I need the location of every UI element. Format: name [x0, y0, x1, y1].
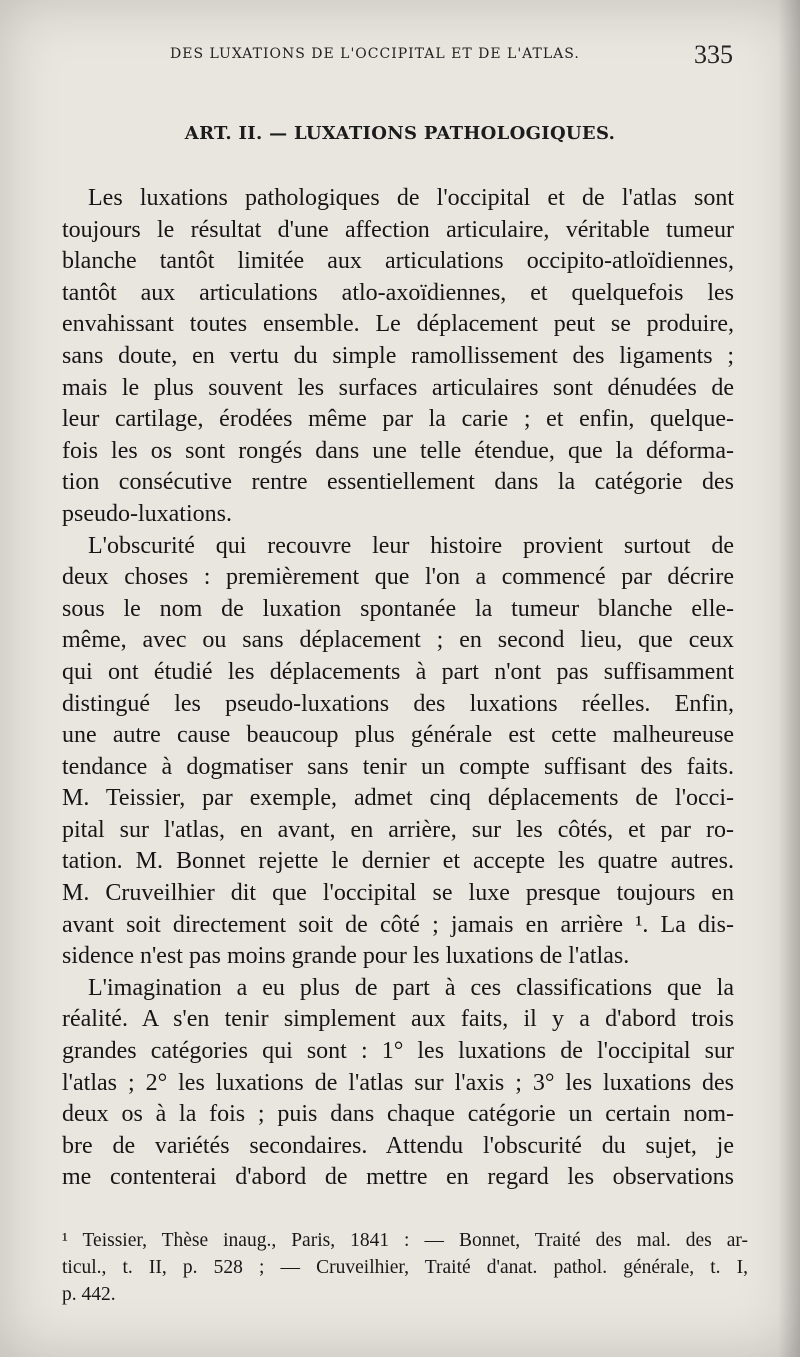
text-line: sidence n'est pas moins grande pour les luxations de l'atlas. [62, 943, 630, 970]
text-line: me contenterai d'abord de mettre en regard les observations [62, 1164, 734, 1191]
text-line: bre de variétés secondaires. Attendu l'obscurité du sujet, je [62, 1132, 734, 1159]
text-line: L'imagination a eu plus de part à ces classifications que la [88, 974, 734, 1001]
paragraph [62, 531, 734, 973]
text-line: distingué les pseudo-luxations des luxations réelles. Enfin, [62, 690, 734, 717]
text-line: pital sur l'atlas, en avant, en arrière, sur les côtés, et par ro- [62, 816, 734, 843]
footnote-line: ¹ Teissier, Thèse inaug., Paris, 1841 : — Bonnet, Traité des mal. des ar- [62, 1230, 748, 1251]
text-line: tantôt aux articulations atlo-axoïdiennes, et quelquefois les [62, 279, 734, 306]
body-text [62, 183, 734, 1194]
running-head: DES LUXATIONS DE L'OCCIPITAL ET DE L'ATLAS. [170, 46, 580, 62]
text-line: avant soit directement soit de côté ; jamais en arrière ¹. La dis- [62, 911, 734, 938]
text-line: tendance à dogmatiser sans tenir un compte suffisant des faits. [62, 753, 734, 780]
text-line: réalité. A s'en tenir simplement aux faits, il y a d'abord trois [62, 1006, 734, 1033]
text-line: mais le plus souvent les surfaces articulaires sont dénudées de [62, 374, 734, 401]
text-line: blanche tantôt limitée aux articulations occipito-atloïdiennes, [62, 248, 734, 275]
text-line: grandes catégories qui sont : 1° les luxations de l'occipital sur [62, 1038, 734, 1065]
footnote-line: p. 442. [62, 1284, 116, 1305]
text-line: deux choses : premièrement que l'on a commencé par décrire [62, 564, 734, 591]
text-line: l'atlas ; 2° les luxations de l'atlas sur l'axis ; 3° les luxations des [62, 1069, 734, 1096]
text-line: leur cartilage, érodées même par la carie ; et enfin, quelque- [62, 406, 734, 433]
text-line: deux os à la fois ; puis dans chaque catégorie un certain nom- [62, 1101, 734, 1128]
text-line: fois les os sont rongés dans une telle étendue, que la déforma- [62, 437, 734, 464]
text-line: tation. M. Bonnet rejette le dernier et accepte les quatre autres. [62, 848, 734, 875]
text-line: sans doute, en vertu du simple ramollissement des ligaments ; [62, 342, 734, 369]
text-line: tion consécutive rentre essentiellement dans la catégorie des [62, 469, 734, 496]
text-line: qui ont étudié les déplacements à part n'ont pas suffisamment [62, 658, 734, 685]
text-line: pseudo-luxations. [62, 500, 232, 527]
text-line: L'obscurité qui recouvre leur histoire provient surtout de [88, 532, 734, 559]
footnote-line: ticul., t. II, p. 528 ; — Cruveilhier, Traité d'anat. pathol. générale, t. I, [62, 1257, 748, 1278]
paragraph [62, 183, 734, 531]
text-line: toujours le résultat d'une affection articulaire, véritable tumeur [62, 216, 734, 243]
text-line: M. Teissier, par exemple, admet cinq déplacements de l'occi- [62, 785, 734, 812]
text-line: M. Cruveilhier dit que l'occipital se luxe presque toujours en [62, 880, 734, 907]
text-line: Les luxations pathologiques de l'occipital et de l'atlas sont [88, 185, 734, 211]
footnote [62, 1227, 748, 1308]
text-line: même, avec ou sans déplacement ; en second lieu, que ceux [62, 627, 734, 654]
text-line: sous le nom de luxation spontanée la tumeur blanche elle- [62, 595, 734, 622]
paragraph [62, 973, 734, 1194]
page-number: 335 [694, 40, 733, 69]
article-title: ART. II. — LUXATIONS PATHOLOGIQUES. [184, 123, 616, 144]
text-line: une autre cause beaucoup plus générale est cette malheureuse [62, 722, 734, 749]
text-line: envahissant toutes ensemble. Le déplacement peut se produire, [62, 311, 734, 338]
